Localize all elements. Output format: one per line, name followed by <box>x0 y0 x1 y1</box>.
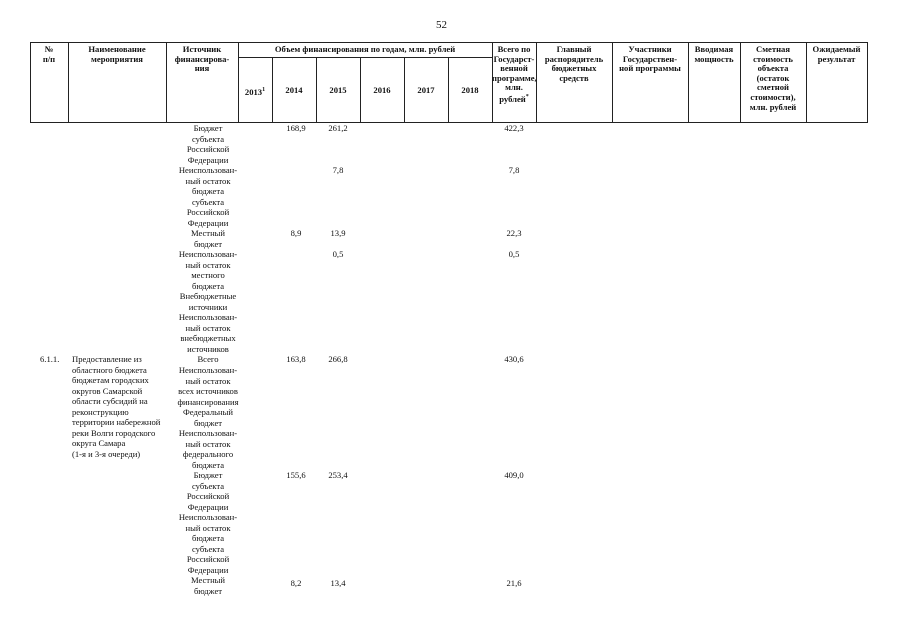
funding-source: Неиспользован- ный остаток бюджета субъекта Российской Федерации <box>178 165 238 228</box>
item-number: 6.1.1. <box>40 354 60 364</box>
value-total: 0,5 <box>508 249 520 259</box>
value-2015: 7,8 <box>332 165 344 175</box>
value-2015: 253,4 <box>328 470 348 480</box>
header-budget-manager: Главный распорядитель бюджетных средств <box>544 44 604 83</box>
funding-source: Местный бюджет <box>190 575 226 596</box>
value-2015: 0,5 <box>332 249 344 259</box>
value-total: 409,0 <box>504 470 524 480</box>
value-2015: 261,2 <box>328 123 348 133</box>
funding-source: Бюджет субъекта Российской Федерации <box>186 123 230 165</box>
header-funding-by-year: Объем финансирования по годам, млн. рублей <box>274 44 456 54</box>
header-year-2015: 2015 <box>329 85 347 95</box>
funding-source: Неиспользован- ный остаток местного бюджета <box>178 249 238 291</box>
header-bottom-border <box>30 122 868 123</box>
header-participants: Участники Государствен- ной программы <box>619 44 681 74</box>
funding-source: Неиспользован- ный остаток федерального бюджета <box>178 428 238 470</box>
header-capacity: Вводимая мощность <box>694 44 734 64</box>
value-2014: 163,8 <box>286 354 306 364</box>
funding-source: Внебюджетные источники <box>179 291 237 312</box>
header-year-divider <box>238 57 492 58</box>
header-estimated-cost: Сметная стоимость объекта (остаток сметной стоимости), млн. рублей <box>749 44 797 112</box>
value-2015: 13,4 <box>330 578 346 588</box>
value-2015: 13,9 <box>330 228 346 238</box>
header-expected-result: Ожидаемый результат <box>812 44 861 64</box>
page-number: 52 <box>436 19 447 31</box>
funding-source: Бюджет субъекта Российской Федерации <box>186 470 230 512</box>
header-event-name: Наименование мероприятия <box>88 44 146 64</box>
header-year-2017: 2017 <box>417 85 435 95</box>
col-border <box>867 42 868 122</box>
value-2015: 266,8 <box>328 354 348 364</box>
value-total: 422,3 <box>504 123 524 133</box>
funding-source: Всего <box>197 354 219 364</box>
header-top-border <box>30 42 868 43</box>
funding-source: Неиспользован- ный остаток всех источников финансирования <box>177 365 239 407</box>
value-2014: 168,9 <box>286 123 306 133</box>
value-total: 21,6 <box>506 578 522 588</box>
header-total: Всего по Государст- венной программе, млн. рублей* <box>492 44 537 104</box>
value-2014: 8,9 <box>290 228 302 238</box>
header-year-2013: 2013$^1$ <box>244 86 266 97</box>
funding-source: Федеральный бюджет <box>182 407 234 428</box>
funding-source: Местный бюджет <box>190 228 226 249</box>
funding-source: Неиспользован- ный остаток бюджета субъекта Российской Федерации <box>178 512 238 575</box>
value-total: 430,6 <box>504 354 524 364</box>
header-funding-source: Источник финансирова- ния <box>174 44 230 74</box>
header-year-2014: 2014 <box>285 85 303 95</box>
value-2014: 155,6 <box>286 470 306 480</box>
header-year-2018: 2018 <box>461 85 479 95</box>
funding-source: Неиспользован- ный остаток внебюджетных источников <box>178 312 238 354</box>
value-total: 22,3 <box>506 228 522 238</box>
value-total: 7,8 <box>508 165 520 175</box>
value-2014: 8,2 <box>290 578 302 588</box>
header-number: № п/п <box>42 44 56 64</box>
item-description: Предоставление из областного бюджета бюджетам городских округов Самарской области субсидий на реконструкцию территории набережной реки Волги городского округа Самара (1-я и 3-я очереди) <box>72 354 161 459</box>
header-year-2016: 2016 <box>373 85 391 95</box>
